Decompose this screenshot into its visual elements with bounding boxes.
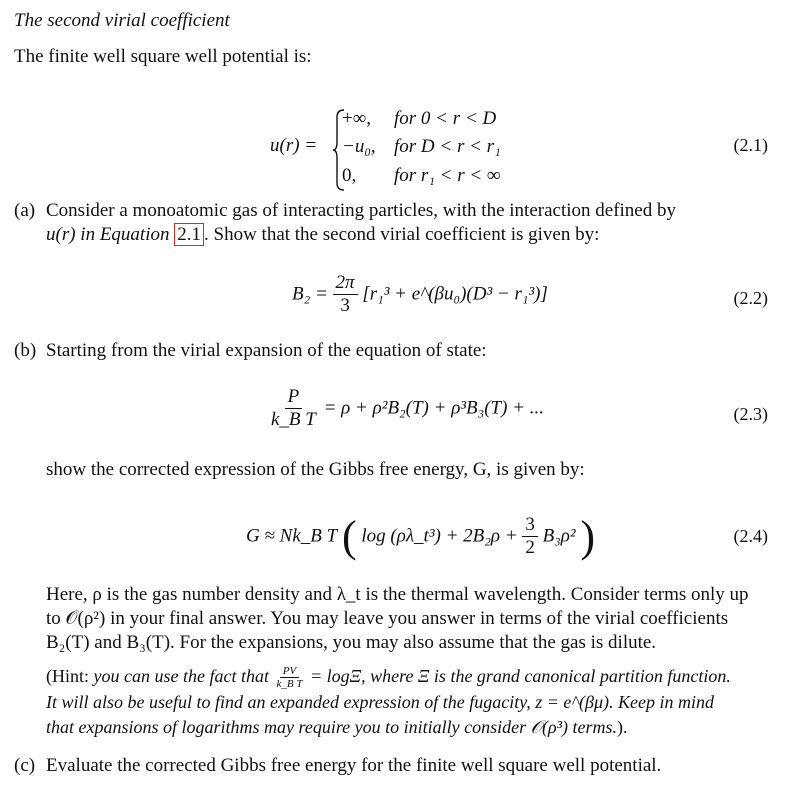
eq-2-3-fraction [268, 386, 319, 431]
part-a-text-2-post: . Show that the second virial coefficient is given by: [204, 224, 600, 245]
eq-2-2-frac-den: 3 [340, 295, 350, 316]
intro-text: The finite well square well potential is: [14, 46, 312, 67]
eq-2-2-lhs: B₂ = [292, 283, 328, 305]
hint-close: ). [616, 717, 628, 738]
equation-ref-link[interactable]: 2.1 [174, 223, 204, 246]
part-c-label: (c) [14, 755, 36, 776]
eq-2-1-case-1-condition: for 0 < r < D [394, 108, 497, 129]
eq-2-4 [246, 511, 595, 562]
eq-2-3 [268, 386, 544, 431]
hint-line-1-b: = logΞ, where Ξ is the grand canonical partition function. [309, 666, 731, 686]
eq-2-4-frac-den: 2 [525, 537, 535, 558]
eq-2-2-frac-num: 2π [333, 272, 358, 295]
eq-2-3-number: (2.3) [733, 404, 768, 424]
part-c-line [14, 754, 661, 778]
eq-2-4-number: (2.4) [733, 526, 768, 546]
eq-2-1-case-2-value: −u₀, [342, 136, 376, 157]
eq-2-1-case-3-value: 0, [342, 165, 357, 186]
part-a-line-2 [46, 223, 599, 247]
here-line-3: B₂(T) and B₃(T). For the expansions, you may also assume that the gas is dilute. [46, 632, 657, 653]
eq-2-4-tail: B₃ρ² [542, 525, 576, 547]
hint-frac-num: PV [280, 665, 299, 678]
part-b-text: Starting from the virial expansion of the equation of state: [46, 340, 487, 361]
part-a-label: (a) [14, 200, 36, 221]
hint-line-2: It will also be useful to find an expanded expression of the fugacity, z = e^(βμ). Keep in mind [46, 692, 714, 713]
eq-2-4-lhs: G ≈ Nk_B T [246, 525, 338, 547]
hint-line-3: that expansions of logarithms may require you to initially consider 𝒪(ρ³) terms. [46, 717, 617, 738]
hint-fraction [273, 665, 305, 690]
eq-2-2-number: (2.2) [733, 288, 768, 308]
here-line-2: to 𝒪(ρ²) in your final answer. You may leave you answer in terms of the virial coefficients [46, 608, 729, 629]
eq-2-2-rhs: [r₁³ + e^(βu₀)(D³ − r₁³)] [362, 283, 548, 305]
part-a-text-2-pre: u(r) in Equation [46, 224, 175, 245]
eq-2-1-case-3-condition: for r₁ < r < ∞ [394, 165, 501, 186]
part-c-text: Evaluate the corrected Gibbs free energy for the finite well square well potential. [46, 755, 662, 776]
eq-2-1 [270, 108, 570, 192]
eq-2-1-lhs: u(r) = [270, 135, 318, 156]
eq-2-2 [292, 272, 548, 317]
part-b-line [14, 339, 487, 363]
part-b-label: (b) [14, 340, 37, 361]
eq-2-3-rhs: = ρ + ρ²B₂(T) + ρ³B₃(T) + ... [323, 397, 545, 419]
eq-2-4-left-paren: ( [341, 512, 357, 561]
eq-2-2-fraction [333, 272, 358, 317]
hint-line-3-wrap [46, 715, 768, 740]
here-line-1: Here, ρ is the gas number density and λ_t is the thermal wavelength. Consider terms only up [46, 584, 749, 605]
hint-frac-den: k_B T [276, 678, 303, 691]
eq-2-1-case-1-value: +∞, [342, 108, 372, 129]
hint-open: (Hint: [46, 666, 89, 686]
hint-line-1 [46, 664, 768, 690]
hint-line-1-a: you can use the fact that [93, 666, 269, 686]
show-text: show the corrected expression of the Gibbs free energy, G, is given by: [46, 459, 585, 480]
eq-2-3-frac-den: k_B T [271, 409, 316, 430]
eq-2-4-right-paren: ) [580, 512, 596, 561]
eq-2-1-case-2-condition: for D < r < r₁ [394, 136, 501, 157]
eq-2-4-fraction [522, 514, 538, 559]
hint-block [46, 664, 768, 740]
section-heading: The second virial coefficient [14, 10, 230, 31]
eq-2-1-number: (2.1) [733, 135, 768, 155]
part-a-text-1: Consider a monoatomic gas of interacting particles, with the interaction defined by [46, 200, 676, 221]
eq-2-4-frac-num: 3 [522, 514, 538, 537]
eq-2-3-frac-num: P [285, 386, 303, 409]
eq-2-4-inner: log (ρλ_t³) + 2B₂ρ + [361, 525, 518, 547]
part-a-line-1 [14, 199, 676, 223]
